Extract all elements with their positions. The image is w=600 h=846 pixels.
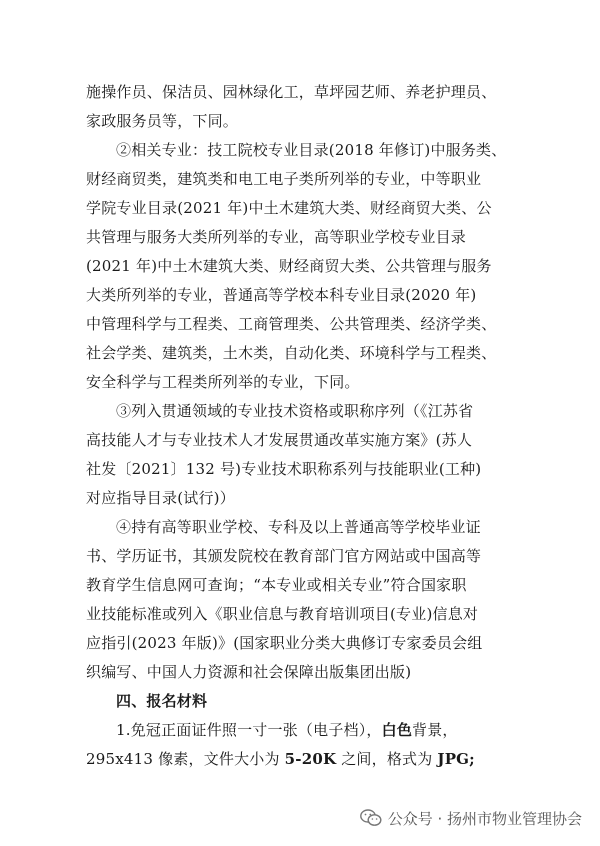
text-line: (2021 年)中土木建筑大类、财经商贸大类、公共管理与服务: [86, 257, 492, 275]
section-heading: 四、报名材料: [116, 692, 208, 710]
footer-watermark: [360, 806, 582, 830]
text-line: 施操作员、保洁员、园林绿化工，草坪园艺师、养老护理员、: [86, 83, 497, 101]
text-segment: 背景，: [412, 721, 458, 739]
text-line: 书、学历证书，其颁发院校在教育部门官方网站或中国高等: [86, 547, 482, 565]
wechat-icon: [360, 809, 382, 827]
bold-text: 5-20K: [284, 750, 337, 768]
text-line: 安全科学与工程类所列举的专业，下同。: [86, 373, 360, 391]
text-line: 社会学类、建筑类，土木类，自动化类、环境科学与工程类、: [86, 344, 497, 362]
bold-text: 白色: [381, 721, 413, 739]
text-line: 应指引(2023 年版)》(国家职业分类大典修订专家委员会组: [86, 634, 483, 652]
text-line: 对应指导目录(试行)）: [86, 489, 235, 507]
text-line: 织编写、中国人力资源和社会保障出版集团出版): [86, 663, 412, 681]
text-line: ④持有高等职业学校、专科及以上普通高等学校毕业证: [116, 518, 481, 536]
text-line: ②相关专业：技工院校专业目录(2018 年修订)中服务类、: [116, 141, 507, 159]
text-line: 教育学生信息网可查询；“本专业或相关专业”符合国家职: [86, 576, 467, 594]
item-1-line-2: [86, 745, 516, 774]
text-line: 学院专业目录(2021 年)中土木建筑大类、财经商贸大类、公: [86, 199, 492, 217]
item-1-line-1: [86, 716, 516, 745]
text-line: 高技能人才与专业技术人才发展贯通改革实施方案》(苏人: [86, 431, 473, 449]
text-segment: 295x413 像素，文件大小为: [86, 750, 285, 768]
text-line: ③列入贯通领域的专业技术资格或职称序列（《江苏省: [116, 402, 474, 420]
text-line: 大类所列举的专业，普通高等学校本科专业目录(2020 年): [86, 286, 477, 304]
text-line: 社发〔2021〕132 号)专业技术职称系列与技能职业(工种): [86, 460, 482, 478]
text-line: 中管理科学与工程类、工商管理类、公共管理类、经济学类、: [86, 315, 497, 333]
footer-text: 公众号 · 扬州市物业管理协会: [387, 809, 582, 828]
bold-text: JPG;: [437, 750, 475, 768]
document-body: [86, 78, 516, 774]
text-line: 家政服务员等，下同。: [86, 112, 239, 130]
text-line: 财经商贸类，建筑类和电工电子类所列举的专业，中等职业: [86, 170, 482, 188]
text-line: 业技能标准或列入《职业信息与教育培训项目(专业)信息对: [86, 605, 479, 623]
text-line: 共管理与服务大类所列举的专业，高等职业学校专业目录: [86, 228, 467, 246]
text-segment: 1.免冠正面证件照一寸一张（电子档），: [116, 721, 382, 739]
text-segment: 之间，格式为: [336, 750, 438, 768]
